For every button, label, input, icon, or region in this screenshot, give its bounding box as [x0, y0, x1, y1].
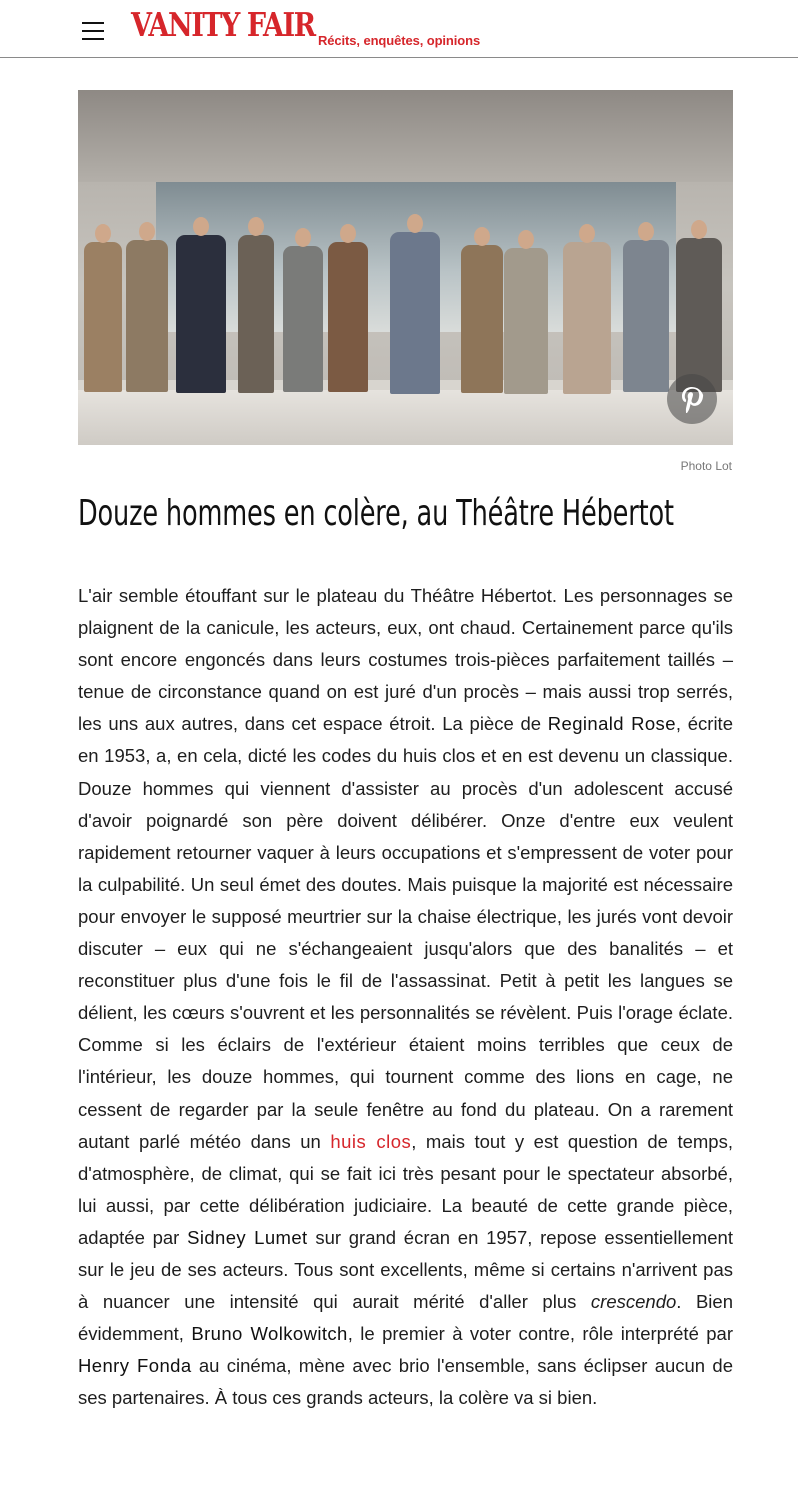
actor-figure: [238, 235, 274, 393]
actor-figure: [176, 235, 226, 393]
photo-credit: Photo Lot: [680, 459, 732, 473]
hamburger-menu-icon[interactable]: [82, 22, 104, 42]
site-tagline: Récits, enquêtes, opinions: [318, 33, 481, 48]
person-name-bruno-wolkowitch: Bruno Wolkowitch: [191, 1323, 348, 1345]
site-logo[interactable]: VANITY FAIR: [131, 5, 315, 44]
actor-figure: [84, 242, 122, 392]
pinterest-icon: [679, 385, 705, 413]
site-header: [0, 0, 798, 58]
actor-figure: [504, 248, 548, 394]
person-name-reginald-rose: Reginald Rose: [547, 713, 676, 735]
actor-figure: [390, 232, 440, 394]
article-body: L'air semble étouffant sur le plateau du Théâtre Hébertot. Les personnages se plaignent de la canicule, les acteurs, eux, ont chaud. Certainement parce qu'ils sont encore engoncés dans leurs costumes trois-pièces parfaitement taillés – tenue de circonstance quand on est juré d'un procès – mais aussi trop serrés, les uns aux autres, dans cet espace étroit. La pièce de Reginald Rose, écrite en 1953, a, en cela, dicté les codes du huis clos et en est devenu un classique. Douze hommes qui viennent d'assister au procès d'un adolescent accusé d'avoir poignardé son père doivent délibérer. Onze d'entre eux veulent rapidement retourner vaquer à leurs occupations et s'empressent de voter pour la culpabilité. Un seul émet des doutes. Mais puisque la majorité est nécessaire pour envoyer le supposé meurtrier sur la chaise électrique, les jurés vont devoir discuter – eux qui ne s'échangeaient jusqu'alors que des banalités – et reconstituer plus d'une fois le fil de l'assassinat. Petit à petit les langues se délient, les cœurs s'ouvrent et les personnalités se révèlent. Puis l'orage éclate. Comme si les éclairs de l'extérieur étaient moins terribles que ceux de l'intérieur, les douze hommes, qui tournent comme des lions en cage, ne cessent de regarder par la seule fenêtre au fond du plateau. On a rarement autant parlé météo dans un huis clos, mais tout y est question de temps, d'atmosphère, de climat, qui se fait ici très pesant pour le spectateur absorbé, lui aussi, par cette délibération judiciaire. La beauté de cette grande pièce, adaptée par Sidney Lumet sur grand écran en 1957, repose essentiellement sur le jeu de ses acteurs. Tous sont excellents, même si certains n'arrivent pas à nuancer une intensité qui aurait mérité d'aller plus crescendo. Bien évidemment, Bruno Wolkowitch, le premier à voter contre, rôle interprété par Henry Fonda au cinéma, mène avec brio l'ensemble, sans éclipser aucun de ses partenaires. À tous ces grands acteurs, la colère va si bien.: [78, 585, 734, 1409]
actor-figure: [563, 242, 611, 394]
actor-figure: [328, 242, 368, 392]
person-name-sidney-lumet: Sidney Lumet: [187, 1226, 308, 1248]
person-name-henry-fonda: Henry Fonda: [78, 1355, 192, 1377]
article-title: Douze hommes en colère, au Théâtre Hébertot: [78, 493, 674, 534]
actor-figure: [461, 245, 503, 393]
actor-figure: [623, 240, 669, 392]
actor-figure: [283, 246, 323, 392]
italic-crescendo: crescendo: [590, 1291, 677, 1313]
pinterest-share-button[interactable]: [667, 374, 717, 424]
actor-figure: [676, 238, 722, 392]
actor-figure: [126, 240, 168, 392]
hero-image: [78, 90, 733, 445]
huis-clos-link[interactable]: huis clos: [330, 1130, 412, 1152]
